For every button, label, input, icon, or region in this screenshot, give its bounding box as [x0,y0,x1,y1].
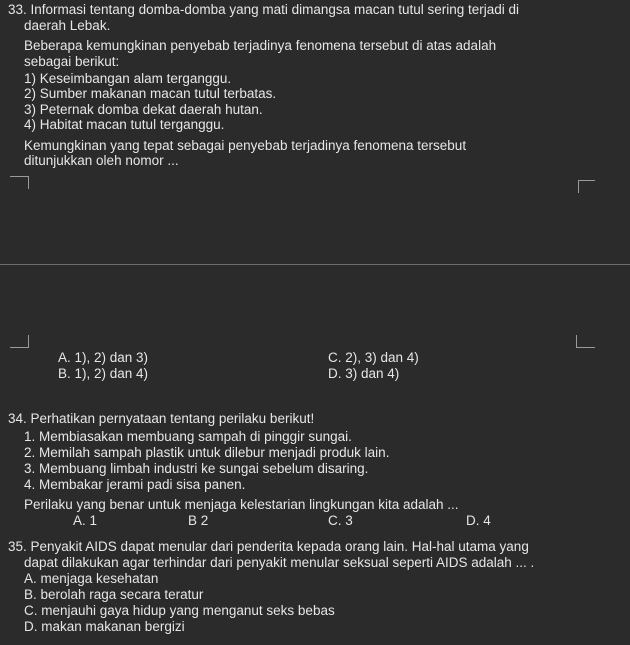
q33-stem-line-2: daerah Lebak. [24,18,111,33]
q33-list-item: 4) Habitat macan tutul terganggu. [24,117,225,132]
q34-prompt: Perilaku yang benar untuk menjaga kelestarian lingkungan kita adalah ... [24,497,459,512]
q34-option-d[interactable]: D. 4 [466,513,491,528]
q34-list-item: 2. Memilah sampah plastik untuk dilebur menjadi produk lain. [24,445,390,460]
q34-option-a[interactable]: A. 1 [73,513,98,528]
page-fold-divider [0,264,630,265]
q35-option-a[interactable]: A. menjaga kesehatan [24,571,159,586]
q33-option-d[interactable]: D. 3) dan 4) [328,366,400,381]
q34-option-b[interactable]: B 2 [188,513,209,528]
q33-option-b[interactable]: B. 1), 2) dan 4) [58,366,149,381]
q33-stem-line-1: 33. Informasi tentang domba-domba yang mati dimangsa macan tutul sering terjadi di [8,2,520,17]
q33-list-item: 2) Sumber makanan macan tutul terbatas. [24,86,277,101]
crop-corner-bottom-left [10,335,29,348]
q33-stem-line-4: sebagai berikut: [24,54,120,69]
q35-option-c[interactable]: C. menjauhi gaya hidup yang menganut seks bebas [24,603,335,618]
q33-list-item: 3) Peternak domba dekat daerah hutan. [24,102,263,117]
q33-stem-line-3: Beberapa kemungkinan penyebab terjadinya fenomena tersebut di atas adalah [24,38,497,53]
q33-list-item: 1) Keseimbangan alam terganggu. [24,71,232,86]
q34-list-item: 3. Membuang limbah industri ke sungai sebelum disaring. [24,461,369,476]
crop-corner-top-left [10,176,29,189]
q33-prompt-line-2: ditunjukkan oleh nomor ... [24,153,179,168]
q35-option-b[interactable]: B. berolah raga secara teratur [24,587,204,602]
q33-prompt-line-1: Kemungkinan yang tepat sebagai penyebab terjadinya fenomena tersebut [24,138,467,153]
q33-option-a[interactable]: A. 1), 2) dan 3) [58,350,149,365]
q34-list-item: 1. Membiasakan membuang sampah di pinggir sungai. [24,429,352,444]
q35-option-d[interactable]: D. makan makanan bergizi [24,619,185,634]
q34-option-c[interactable]: C. 3 [328,513,353,528]
q33-option-c[interactable]: C. 2), 3) dan 4) [328,350,419,365]
q34-list-item: 4. Membakar jerami padi sisa panen. [24,477,246,492]
q35-stem-line-1: 35. Penyakit AIDS dapat menular dari penderita kepada orang lain. Hal-hal utama yang [8,539,529,554]
crop-corner-bottom-right [576,335,595,348]
q34-stem-line-1: 34. Perhatikan pernyataan tentang perilaku berikut! [8,411,315,426]
crop-corner-top-right [578,180,595,193]
q35-stem-line-2: dapat dilakukan agar terhindar dari penyakit menular seksual seperti AIDS adalah ... . [24,555,535,570]
